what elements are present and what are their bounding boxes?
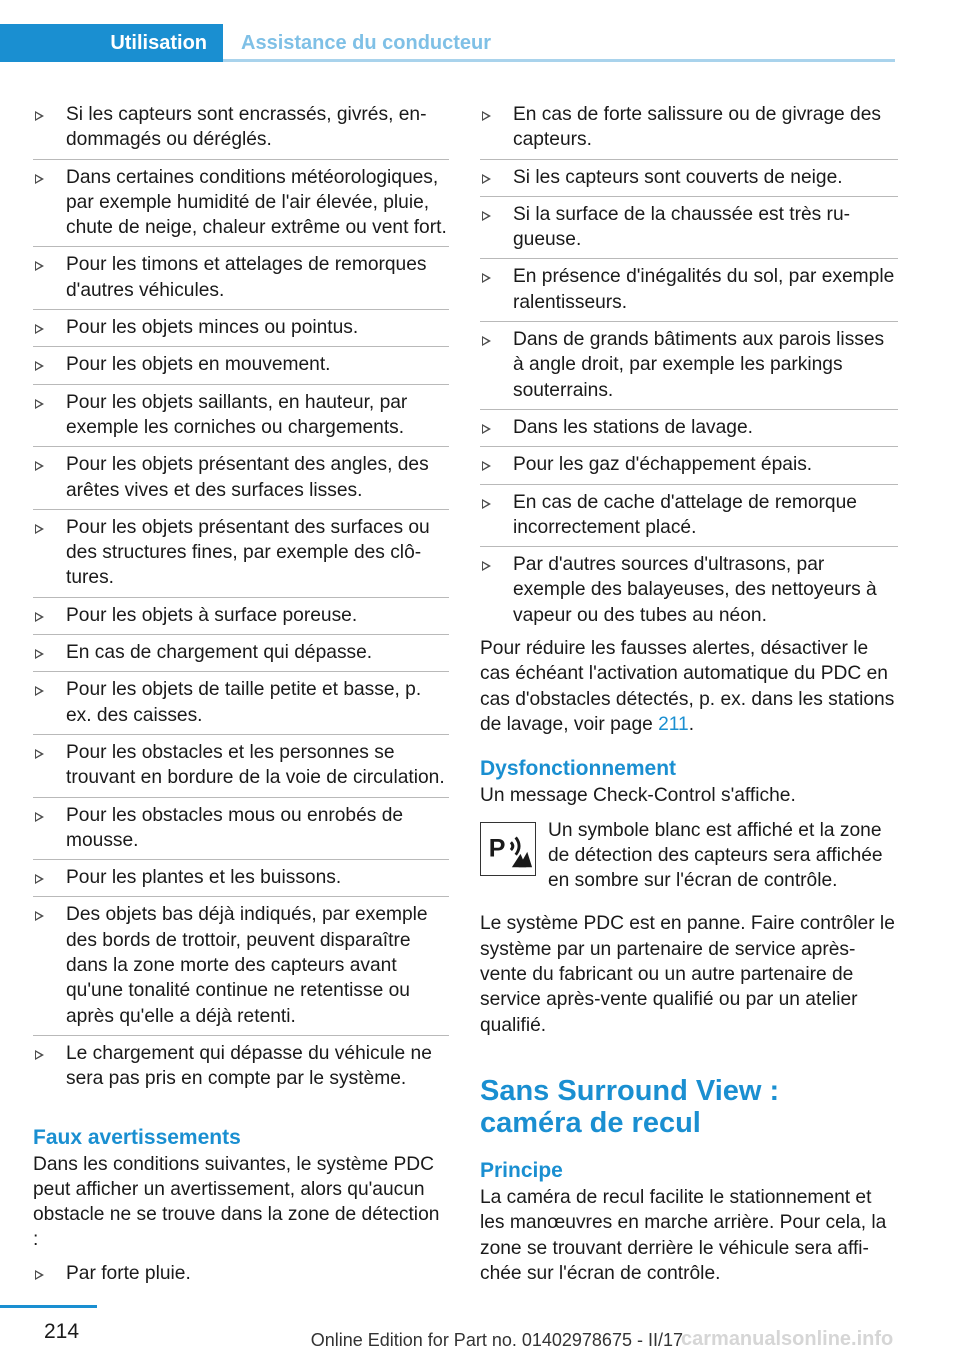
list-item-text: Pour les obstacles mous ou enrobés de mousse. bbox=[66, 804, 404, 851]
svg-text:P: P bbox=[488, 834, 506, 863]
list-item-text: Pour les objets de taille petite et basse, p. ex. des caisses. bbox=[66, 679, 422, 726]
limits-list bbox=[33, 102, 449, 1098]
list-item-text: Pour les objets en mouvement. bbox=[66, 354, 331, 376]
page-number: 214 bbox=[44, 1320, 80, 1343]
triangle-bullet-icon bbox=[35, 812, 44, 822]
check-control-text: Un message Check-Control s'affiche. bbox=[480, 785, 796, 807]
list-item bbox=[33, 160, 449, 248]
triangle-bullet-icon bbox=[482, 273, 491, 283]
list-item-text: Pour les gaz d'échappement épais. bbox=[513, 454, 813, 476]
faux-list bbox=[33, 1261, 449, 1292]
left-column bbox=[33, 102, 449, 1292]
triangle-bullet-icon bbox=[35, 612, 44, 622]
watermark: carmanualsonline.info bbox=[681, 1328, 894, 1350]
triangle-bullet-icon bbox=[35, 874, 44, 884]
reduce-text: Pour réduire les fausses alertes, désactiver le cas échéant l'activation automatique du PDC en cas d'obstacles détectés, p. ex. dans les stations de lavage, voir page bbox=[480, 638, 895, 735]
faux-avertissements-heading: Faux avertissements bbox=[33, 1125, 241, 1149]
list-item-text: Par forte pluie. bbox=[66, 1262, 191, 1284]
list-item-text: Pour les timons et attelages de remorques d'autres véhicules. bbox=[66, 254, 427, 301]
list-item-text: Pour les obstacles et les personnes se trouvant en bordure de la voie de circulation. bbox=[66, 741, 445, 789]
list-item-text: Dans les stations de lavage. bbox=[513, 416, 753, 438]
triangle-bullet-icon bbox=[35, 1050, 44, 1060]
list-item-text: Des objets bas déjà indiqués, par exemple des bords de trottoir, peuvent disparaître dans la zone morte des capteurs avant qu'une tonalité continue ne retentisse ou après qu'elle a déjà retenti. bbox=[66, 904, 428, 1027]
footer-divider bbox=[0, 1305, 97, 1308]
triangle-bullet-icon bbox=[35, 174, 44, 184]
list-item bbox=[33, 510, 449, 598]
list-item bbox=[33, 672, 449, 735]
triangle-bullet-icon bbox=[482, 424, 491, 434]
list-item-text: Dans certaines conditions météorologiques, par exemple humidité de l'air élevée, pluie, chute de neige, chaleur extrême ou vent fort. bbox=[66, 166, 447, 239]
list-item-text: Si les capteurs sont couverts de neige. bbox=[513, 166, 843, 188]
list-item-text: Pour les objets saillants, en hauteur, par exemple les corniches ou chargements. bbox=[66, 391, 408, 438]
triangle-bullet-icon bbox=[35, 749, 44, 759]
reduce-text-end: . bbox=[688, 713, 695, 735]
triangle-bullet-icon bbox=[35, 1270, 44, 1280]
list-item-text: Pour les objets minces ou pointus. bbox=[66, 317, 359, 339]
pdc-panne-text: Le système PDC est en panne. Faire contrôler le système par un partenaire de service après-vente du fabricant ou un autre partenaire de service après-vente qualifié ou par un atelier qualifié. bbox=[480, 913, 895, 1036]
triangle-bullet-icon bbox=[35, 324, 44, 334]
tab-assistance-du-conducteur: Assistance du conducteur bbox=[241, 31, 492, 54]
list-item bbox=[33, 447, 449, 510]
principe-text: La caméra de recul facilite le stationnement et les manœuvres en marche arrière. Pour cela, la zone se trouvant derrière le véhicule sera affichée sur l'écran de contrôle. bbox=[480, 1186, 887, 1284]
reduce-false-alerts-text bbox=[480, 636, 898, 737]
list-item-text: Si les capteurs sont encrassés, givrés, endommagés ou déréglés. bbox=[66, 104, 427, 151]
list-item bbox=[33, 385, 449, 448]
list-item bbox=[480, 447, 898, 484]
triangle-bullet-icon bbox=[482, 336, 491, 346]
list-item bbox=[480, 322, 898, 410]
triangle-bullet-icon bbox=[482, 174, 491, 184]
list-item-text: Pour les objets présentant des surfaces ou des structures fines, par exemple des clôtures. bbox=[66, 516, 430, 589]
triangle-bullet-icon bbox=[482, 499, 491, 509]
false-alarm-list bbox=[480, 102, 898, 634]
pdc-fault-icon bbox=[480, 822, 536, 876]
list-item-text: Dans de grands bâtiments aux parois lisses à angle droit, par exemple les parkings souterrains. bbox=[513, 329, 885, 401]
section-heading-line-1: Sans Surround View : bbox=[480, 1074, 780, 1107]
list-item-text: En cas de forte salissure ou de givrage des capteurs. bbox=[513, 104, 881, 151]
list-item-text: Pour les objets à surface poreuse. bbox=[66, 604, 358, 626]
triangle-bullet-icon bbox=[35, 911, 44, 921]
list-item bbox=[33, 735, 449, 798]
list-item bbox=[33, 598, 449, 635]
tab-utilisation: Utilisation bbox=[0, 24, 223, 62]
triangle-bullet-icon bbox=[35, 111, 44, 121]
faux-avertissements-text: Dans les conditions suivantes, le système PDC peut afficher un avertissement, alors qu'aucun obstacle ne se trouve dans la zone de détection : bbox=[33, 1153, 440, 1251]
triangle-bullet-icon bbox=[482, 211, 491, 221]
list-item-text: Par d'autres sources d'ultrasons, par exemple des balayeuses, des nettoyeurs à vapeur ou des tubes au néon. bbox=[513, 554, 877, 626]
section-heading bbox=[480, 1075, 898, 1139]
header-divider bbox=[223, 59, 895, 62]
triangle-bullet-icon bbox=[35, 361, 44, 371]
triangle-bullet-icon bbox=[482, 561, 491, 571]
right-column bbox=[480, 102, 898, 1286]
list-item-text: En cas de chargement qui dépasse. bbox=[66, 642, 373, 664]
list-item bbox=[33, 860, 449, 897]
triangle-bullet-icon bbox=[482, 461, 491, 471]
list-item bbox=[33, 798, 449, 861]
triangle-bullet-icon bbox=[35, 649, 44, 659]
list-item bbox=[33, 247, 449, 310]
list-item bbox=[480, 197, 898, 260]
list-item bbox=[480, 485, 898, 548]
list-item bbox=[480, 259, 898, 322]
list-item-text: Pour les plantes et les buissons. bbox=[66, 867, 342, 889]
pdc-indicator-row bbox=[480, 818, 898, 894]
list-item bbox=[33, 102, 449, 160]
list-item bbox=[480, 160, 898, 197]
triangle-bullet-icon bbox=[35, 399, 44, 409]
pdc-icon-description: Un symbole blanc est affiché et la zone de détection des capteurs sera affichée en sombre sur l'écran de contrôle. bbox=[548, 819, 883, 892]
list-item bbox=[33, 347, 449, 384]
list-item bbox=[33, 1261, 449, 1292]
triangle-bullet-icon bbox=[35, 261, 44, 271]
triangle-bullet-icon bbox=[35, 461, 44, 471]
dysfonctionnement-heading: Dysfonctionnement bbox=[480, 757, 677, 781]
list-item bbox=[480, 410, 898, 447]
section-heading-line-2: caméra de recul bbox=[480, 1106, 701, 1139]
list-item-text: En cas de cache d'attelage de remorque incorrectement placé. bbox=[513, 491, 857, 538]
list-item bbox=[480, 102, 898, 160]
list-item bbox=[33, 310, 449, 347]
triangle-bullet-icon bbox=[35, 686, 44, 696]
list-item-text: Pour les objets présentant des angles, des arêtes vives et des surfaces lisses. bbox=[66, 454, 429, 501]
list-item-text: Si la surface de la chaussée est très rugueuse. bbox=[513, 203, 851, 251]
list-item bbox=[33, 635, 449, 672]
list-item-text: En présence d'inégalités du sol, par exemple ralentisseurs. bbox=[513, 266, 895, 313]
edition-text: Online Edition for Part no. 01402978675 - II/17 bbox=[310, 1330, 683, 1350]
list-item bbox=[480, 547, 898, 634]
list-item bbox=[33, 1036, 449, 1098]
triangle-bullet-icon bbox=[35, 524, 44, 534]
list-item-text: Le chargement qui dépasse du véhicule ne sera pas pris en compte par le système. bbox=[66, 1042, 432, 1090]
page-header bbox=[0, 0, 895, 62]
triangle-bullet-icon bbox=[482, 111, 491, 121]
list-item bbox=[33, 897, 449, 1035]
page-link[interactable]: 211 bbox=[658, 713, 689, 735]
principe-heading: Principe bbox=[480, 1158, 563, 1182]
